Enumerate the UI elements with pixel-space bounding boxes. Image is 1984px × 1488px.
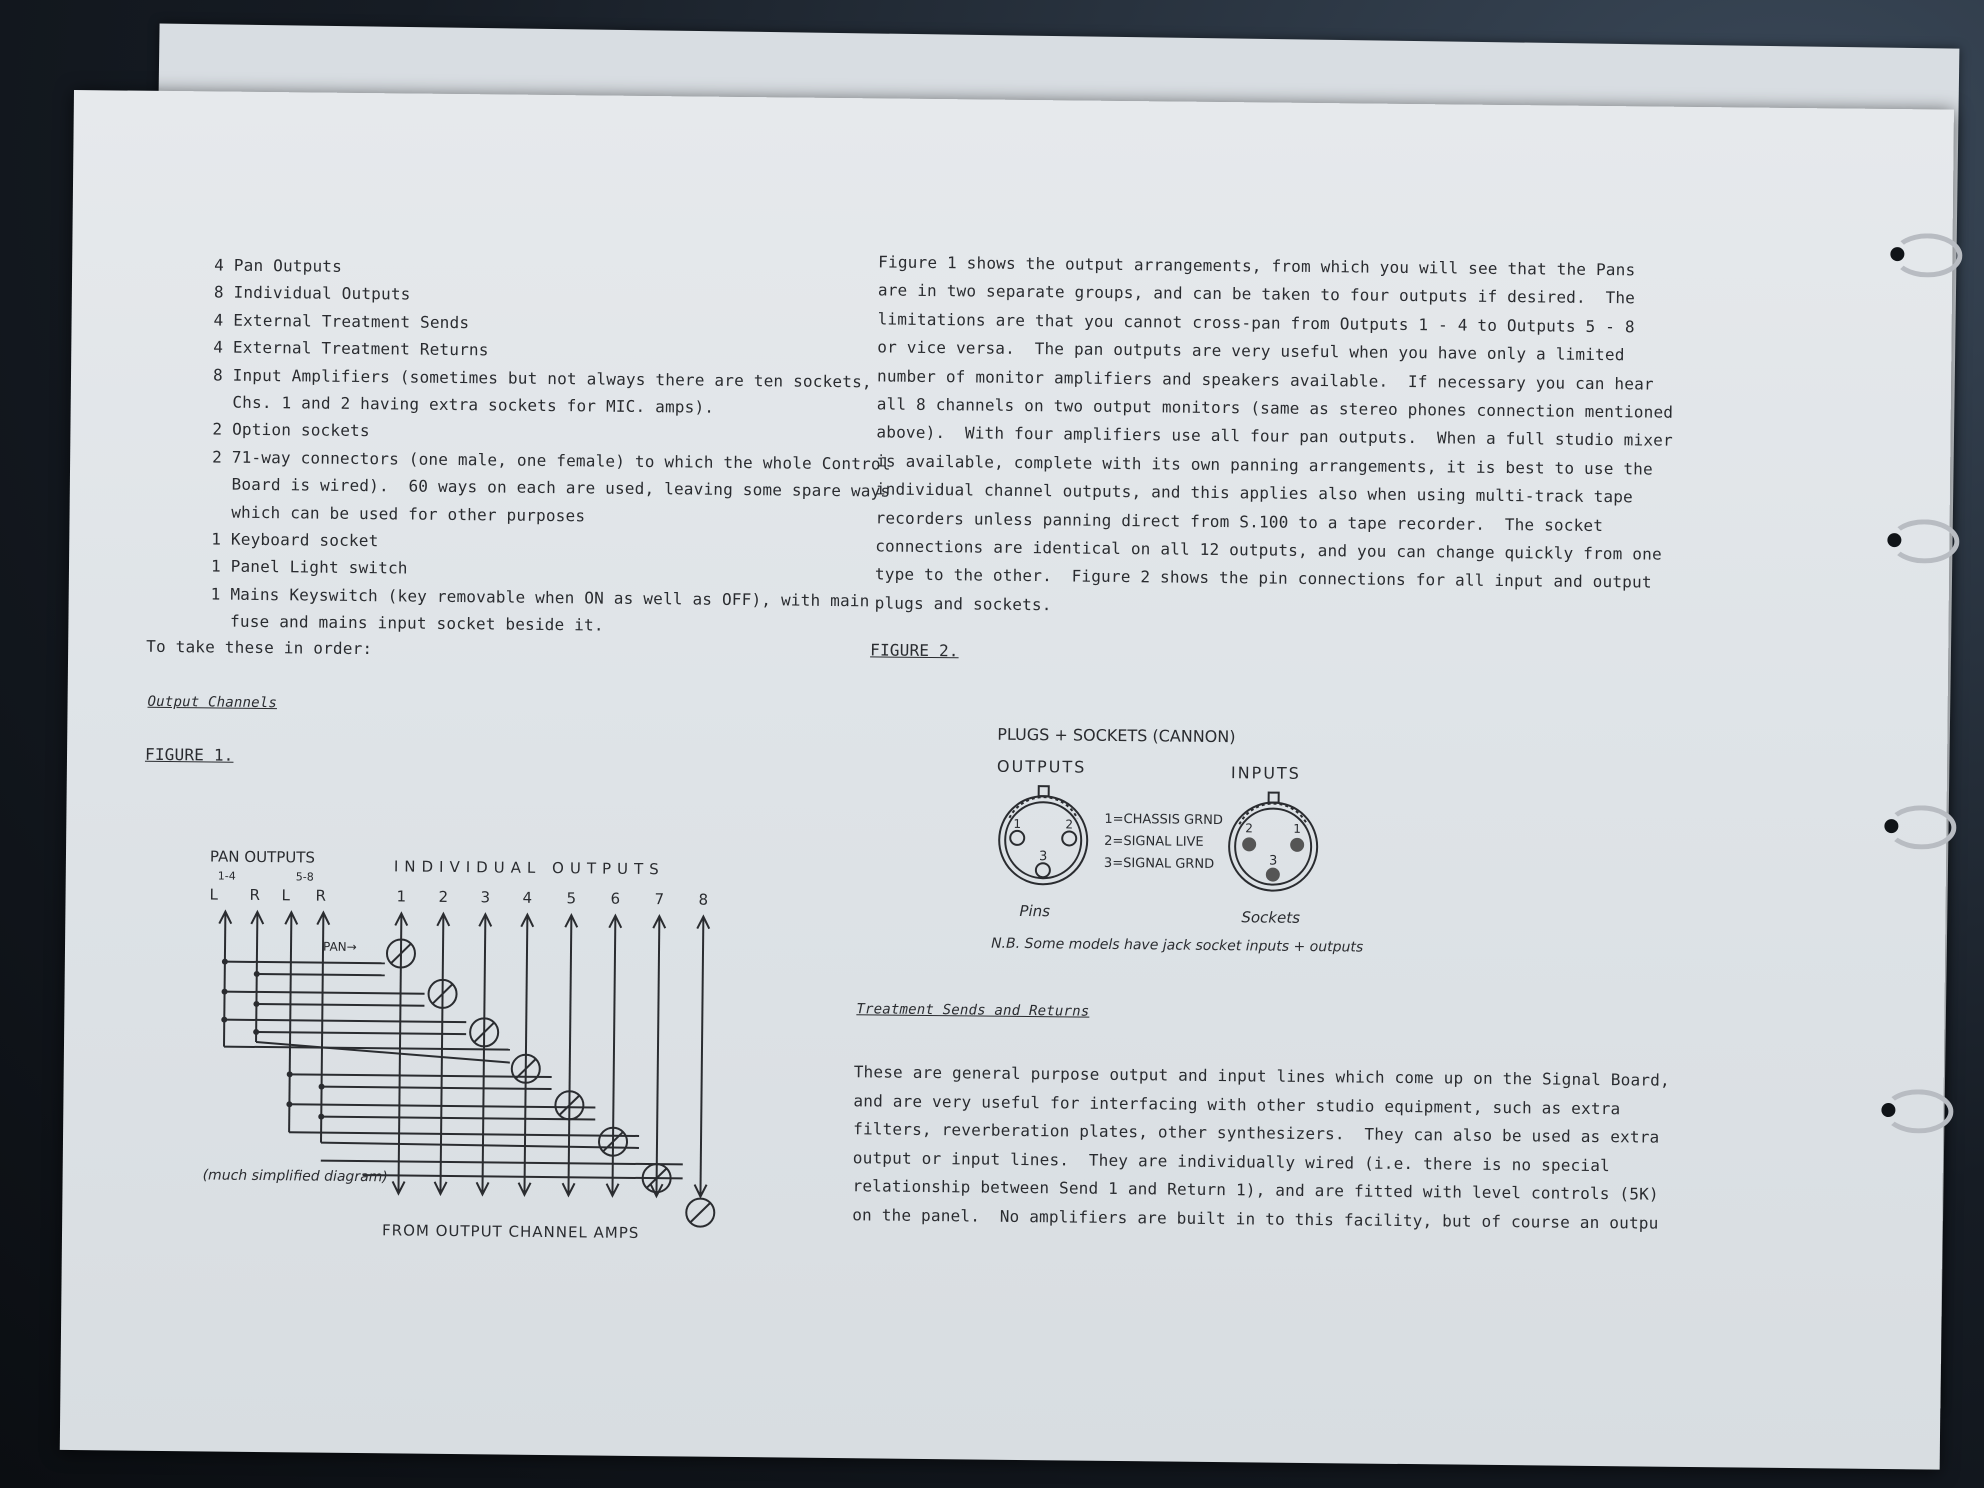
pan-l-2: L bbox=[281, 886, 291, 905]
figure1-caption: (much simplified diagram) bbox=[202, 1167, 388, 1186]
intro-text: To take these in order: bbox=[146, 636, 373, 659]
pins-label: Pins bbox=[1019, 901, 1051, 921]
output-number-8: 8 bbox=[698, 890, 709, 909]
legend-1: 1=CHASSIS GRND bbox=[1104, 811, 1223, 829]
figure2-title: PLUGS + SOCKETS (CANNON) bbox=[997, 724, 1236, 747]
output-number-7: 7 bbox=[654, 890, 665, 909]
legend-2: 2=SIGNAL LIVE bbox=[1104, 833, 1204, 850]
list-line: 2 71-way connectors (one male, one female) to which the whole Control bbox=[212, 447, 891, 474]
paragraph-line: These are general purpose output and input lines which come up on the Signal Board, bbox=[853, 1062, 1670, 1090]
paragraph-line: individual channel outputs, and this applies also when using multi-track tape bbox=[875, 479, 1634, 507]
svg-text:2: 2 bbox=[1065, 817, 1074, 832]
paragraph-line: recorders unless panning direct from S.100 to a tape recorder. The socket bbox=[875, 508, 1604, 535]
paragraph-line: all 8 channels on two output monitors (same as stereo phones connection mentioned bbox=[876, 394, 1674, 422]
document-page bbox=[60, 90, 1954, 1470]
list-line: which can be used for other purposes bbox=[211, 502, 586, 525]
pan-label: PAN→ bbox=[322, 939, 357, 955]
figure1-diagram bbox=[202, 841, 826, 1267]
pan-outputs-label: PAN OUTPUTS bbox=[209, 847, 316, 867]
pan-group-2-label: 5-8 bbox=[295, 870, 314, 884]
paragraph-line: number of monitor amplifiers and speakers available. If necessary you can hear bbox=[876, 366, 1654, 394]
individual-outputs-label: INDIVIDUAL OUTPUTS bbox=[393, 857, 665, 879]
paragraph-line: is available, complete with its own panning arrangements, it is best to use the bbox=[876, 451, 1654, 479]
pan-r-1: R bbox=[249, 885, 261, 904]
output-number-4: 4 bbox=[522, 888, 533, 907]
paragraph-line: and are very useful for interfacing with other studio equipment, such as extra bbox=[853, 1090, 1621, 1118]
list-line: 1 Mains Keyswitch (key removable when ON as well as OFF), with main bbox=[210, 584, 870, 611]
list-line: 4 External Treatment Sends bbox=[213, 310, 470, 332]
from-output-label: FROM OUTPUT CHANNEL AMPS bbox=[381, 1221, 640, 1242]
figure1-label: FIGURE 1. bbox=[144, 744, 234, 765]
list-line: 8 Input Amplifiers (sometimes but not always there are ten sockets, bbox=[212, 365, 872, 391]
paragraph-line: are in two separate groups, and can be taken to four outputs if desired. The bbox=[877, 280, 1636, 308]
inputs-label: INPUTS bbox=[1230, 763, 1301, 783]
list-line: Board is wired). 60 ways on each are used, leaving some spare ways bbox=[211, 474, 891, 501]
output-plug-icon bbox=[999, 786, 1088, 885]
pan-r-2: R bbox=[315, 886, 327, 905]
list-line: Chs. 1 and 2 having extra sockets for MIC. amps). bbox=[212, 392, 715, 417]
output-numbers bbox=[396, 887, 708, 908]
svg-text:2: 2 bbox=[1245, 821, 1254, 836]
ring-2 bbox=[1889, 519, 1959, 564]
paragraph-line: plugs and sockets. bbox=[874, 593, 1052, 615]
paragraph-line: Figure 1 shows the output arrangements, from which you will see that the Pans bbox=[878, 252, 1636, 280]
paragraph-line: or vice versa. The pan outputs are very useful when you have only a limited bbox=[877, 337, 1625, 365]
output-number-5: 5 bbox=[566, 889, 577, 908]
legend-3: 3=SIGNAL GRND bbox=[1103, 855, 1215, 872]
paragraph-line: filters, reverberation plates, other synthesizers. They can also be used as extra bbox=[853, 1119, 1660, 1147]
svg-text:3: 3 bbox=[1268, 853, 1278, 869]
paragraph-line: relationship between Send 1 and Return 1), and are fitted with level controls (5K) bbox=[852, 1176, 1659, 1205]
svg-text:1: 1 bbox=[1013, 816, 1022, 831]
sockets-label: Sockets bbox=[1241, 908, 1301, 927]
output-number-2: 2 bbox=[438, 887, 449, 906]
pan-l-1: L bbox=[209, 885, 219, 904]
paragraph-line: type to the other. Figure 2 shows the pin connections for all input and output bbox=[874, 564, 1652, 592]
list-line: 4 External Treatment Returns bbox=[213, 337, 489, 360]
paragraph-line: output or input lines. They are individually wired (i.e. there is no special bbox=[852, 1148, 1611, 1175]
list-line: 2 Option sockets bbox=[212, 419, 370, 441]
ring-4 bbox=[1883, 1089, 1953, 1134]
list-line: 4 Pan Outputs bbox=[214, 255, 343, 276]
output-number-6: 6 bbox=[610, 889, 621, 908]
section-heading-treatment: Treatment Sends and Returns bbox=[856, 1001, 1090, 1020]
section-heading-output-channels: Output Channels bbox=[147, 693, 278, 712]
pan-group-1-label: 1-4 bbox=[217, 869, 236, 883]
output-number-1: 1 bbox=[396, 887, 407, 906]
output-number-3: 3 bbox=[480, 888, 491, 907]
list-line: 1 Panel Light switch bbox=[210, 556, 408, 578]
paragraph-line: on the panel. No amplifiers are built in to this facility, but of course an outpu bbox=[852, 1205, 1659, 1233]
outputs-label: OUTPUTS bbox=[996, 756, 1087, 777]
list-line: fuse and mains input socket beside it. bbox=[210, 611, 604, 635]
paragraph-line: connections are identical on all 12 outputs, and you can change quickly from one bbox=[875, 536, 1662, 564]
figure2-note: N.B. Some models have jack socket inputs + outputs bbox=[991, 935, 1364, 956]
paragraph-line: above). With four amplifiers use all four pan outputs. When a full studio mixer bbox=[876, 422, 1673, 451]
list-line: 8 Individual Outputs bbox=[213, 282, 411, 304]
figure2-label: FIGURE 2. bbox=[870, 640, 959, 661]
list-line: 1 Keyboard socket bbox=[211, 529, 379, 551]
ring-1 bbox=[1892, 233, 1962, 278]
figure2-diagram bbox=[985, 720, 1428, 995]
ring-3 bbox=[1886, 805, 1956, 850]
svg-text:1: 1 bbox=[1293, 821, 1302, 836]
svg-text:3: 3 bbox=[1038, 849, 1048, 865]
paragraph-line: limitations are that you cannot cross-pan from Outputs 1 - 4 to Outputs 5 - 8 bbox=[877, 309, 1635, 337]
